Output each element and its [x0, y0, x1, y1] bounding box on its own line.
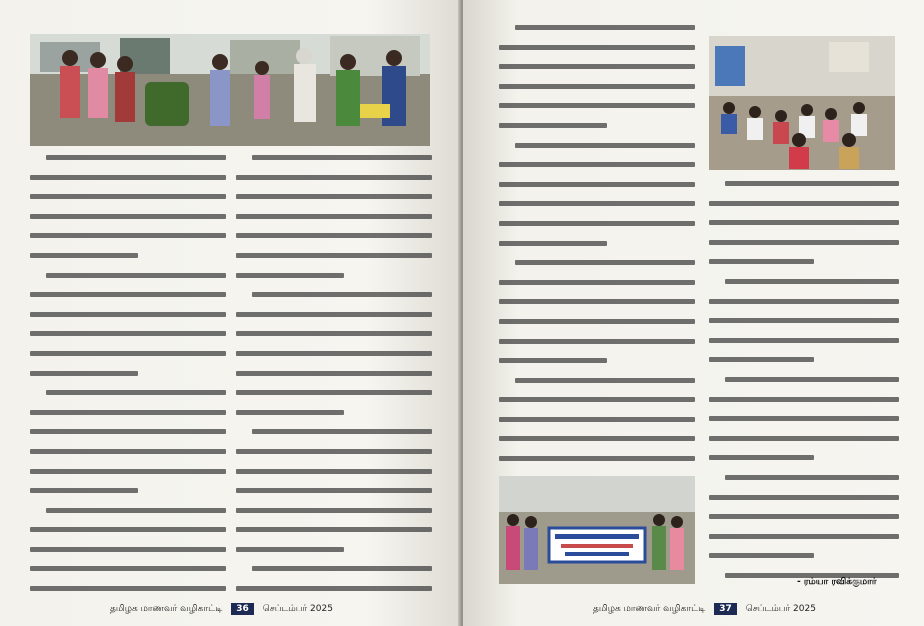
- text-line: [236, 488, 432, 503]
- text-line: [236, 194, 432, 209]
- author-signature: - ரம்யா ரவிக்குமார்: [797, 577, 877, 587]
- text-line: [236, 410, 432, 425]
- text-line: [499, 84, 695, 99]
- text-line: [30, 175, 226, 190]
- text-line: [709, 436, 899, 451]
- text-line: [30, 488, 226, 503]
- text-line: [499, 182, 695, 197]
- text-line: [709, 318, 899, 333]
- text-line: [236, 331, 432, 346]
- text-line: [30, 566, 226, 581]
- text-line: [709, 279, 899, 294]
- left-page-column-2: [236, 150, 432, 596]
- text-line: [709, 377, 899, 392]
- left-page-column-1: [30, 150, 226, 596]
- left-page: [0, 0, 460, 626]
- text-line: [709, 259, 899, 274]
- text-line: [499, 358, 695, 373]
- text-line: [236, 371, 432, 386]
- text-line: [30, 155, 226, 170]
- text-line: [30, 508, 226, 523]
- text-line: [499, 241, 695, 256]
- text-line: [709, 475, 899, 490]
- text-line: [30, 586, 226, 596]
- text-line: [499, 221, 695, 236]
- footer-title: தமிழக மாணவர் வழிகாட்டி: [110, 604, 223, 614]
- text-line: [709, 416, 899, 431]
- text-line: [709, 299, 899, 314]
- text-line: [709, 338, 899, 353]
- text-line: [709, 357, 899, 372]
- text-line: [499, 339, 695, 354]
- text-line: [709, 397, 899, 412]
- text-line: [709, 495, 899, 510]
- text-line: [30, 292, 226, 307]
- text-line: [499, 45, 695, 60]
- text-line: [709, 455, 899, 470]
- footer-date: செப்டம்பர் 2025: [262, 604, 333, 614]
- text-line: [236, 155, 432, 170]
- text-line: [30, 429, 226, 444]
- text-line: [30, 273, 226, 288]
- text-line: [236, 449, 432, 464]
- text-line: [709, 553, 899, 568]
- text-line: [236, 586, 432, 596]
- text-line: [499, 319, 695, 334]
- text-line: [236, 527, 432, 542]
- footer-date: செப்டம்பர் 2025: [745, 604, 816, 614]
- text-line: [236, 253, 432, 268]
- text-line: [499, 25, 695, 40]
- banner-group-photo-icon: [499, 476, 695, 584]
- text-line: [30, 449, 226, 464]
- text-line: [499, 417, 695, 432]
- text-line: [499, 378, 695, 393]
- text-line: [709, 514, 899, 529]
- text-line: [499, 436, 695, 451]
- group-photo-icon: [30, 34, 430, 146]
- right-page-footer: [593, 603, 816, 625]
- bottom-right-photo: [499, 476, 695, 584]
- text-line: [30, 233, 226, 248]
- classroom-photo-icon: [709, 36, 895, 170]
- text-line: [709, 534, 899, 549]
- text-line: [499, 103, 695, 118]
- text-line: [30, 527, 226, 542]
- text-line: [236, 351, 432, 366]
- page-number: 36: [231, 603, 254, 615]
- text-line: [30, 390, 226, 405]
- text-line: [236, 429, 432, 444]
- text-line: [30, 253, 226, 268]
- text-line: [499, 64, 695, 79]
- text-line: [236, 233, 432, 248]
- text-line: [30, 547, 226, 562]
- page-number: 37: [714, 603, 737, 615]
- text-line: [709, 220, 899, 235]
- text-line: [30, 214, 226, 229]
- top-right-photo: [709, 36, 895, 170]
- text-line: [30, 469, 226, 484]
- text-line: [30, 194, 226, 209]
- right-page: [463, 0, 924, 626]
- text-line: [236, 469, 432, 484]
- text-line: [30, 410, 226, 425]
- text-line: [709, 240, 899, 255]
- text-line: [236, 508, 432, 523]
- text-line: [499, 123, 695, 138]
- text-line: [499, 143, 695, 158]
- left-page-footer: [110, 603, 333, 625]
- text-line: [236, 214, 432, 229]
- text-line: [709, 201, 899, 216]
- text-line: [30, 371, 226, 386]
- right-page-column-1: [499, 20, 695, 476]
- text-line: [499, 260, 695, 275]
- text-line: [30, 312, 226, 327]
- text-line: [236, 175, 432, 190]
- text-line: [236, 566, 432, 581]
- top-left-photo: [30, 34, 430, 146]
- text-line: [236, 292, 432, 307]
- text-line: [709, 181, 899, 196]
- text-line: [499, 280, 695, 295]
- text-line: [499, 201, 695, 216]
- text-line: [236, 312, 432, 327]
- text-line: [236, 390, 432, 405]
- right-page-column-2: [709, 176, 899, 580]
- text-line: [499, 299, 695, 314]
- text-line: [30, 351, 226, 366]
- text-line: [499, 456, 695, 471]
- text-line: [236, 547, 432, 562]
- text-line: [499, 162, 695, 177]
- text-line: [499, 397, 695, 412]
- footer-title: தமிழக மாணவர் வழிகாட்டி: [593, 604, 706, 614]
- text-line: [30, 331, 226, 346]
- text-line: [236, 273, 432, 288]
